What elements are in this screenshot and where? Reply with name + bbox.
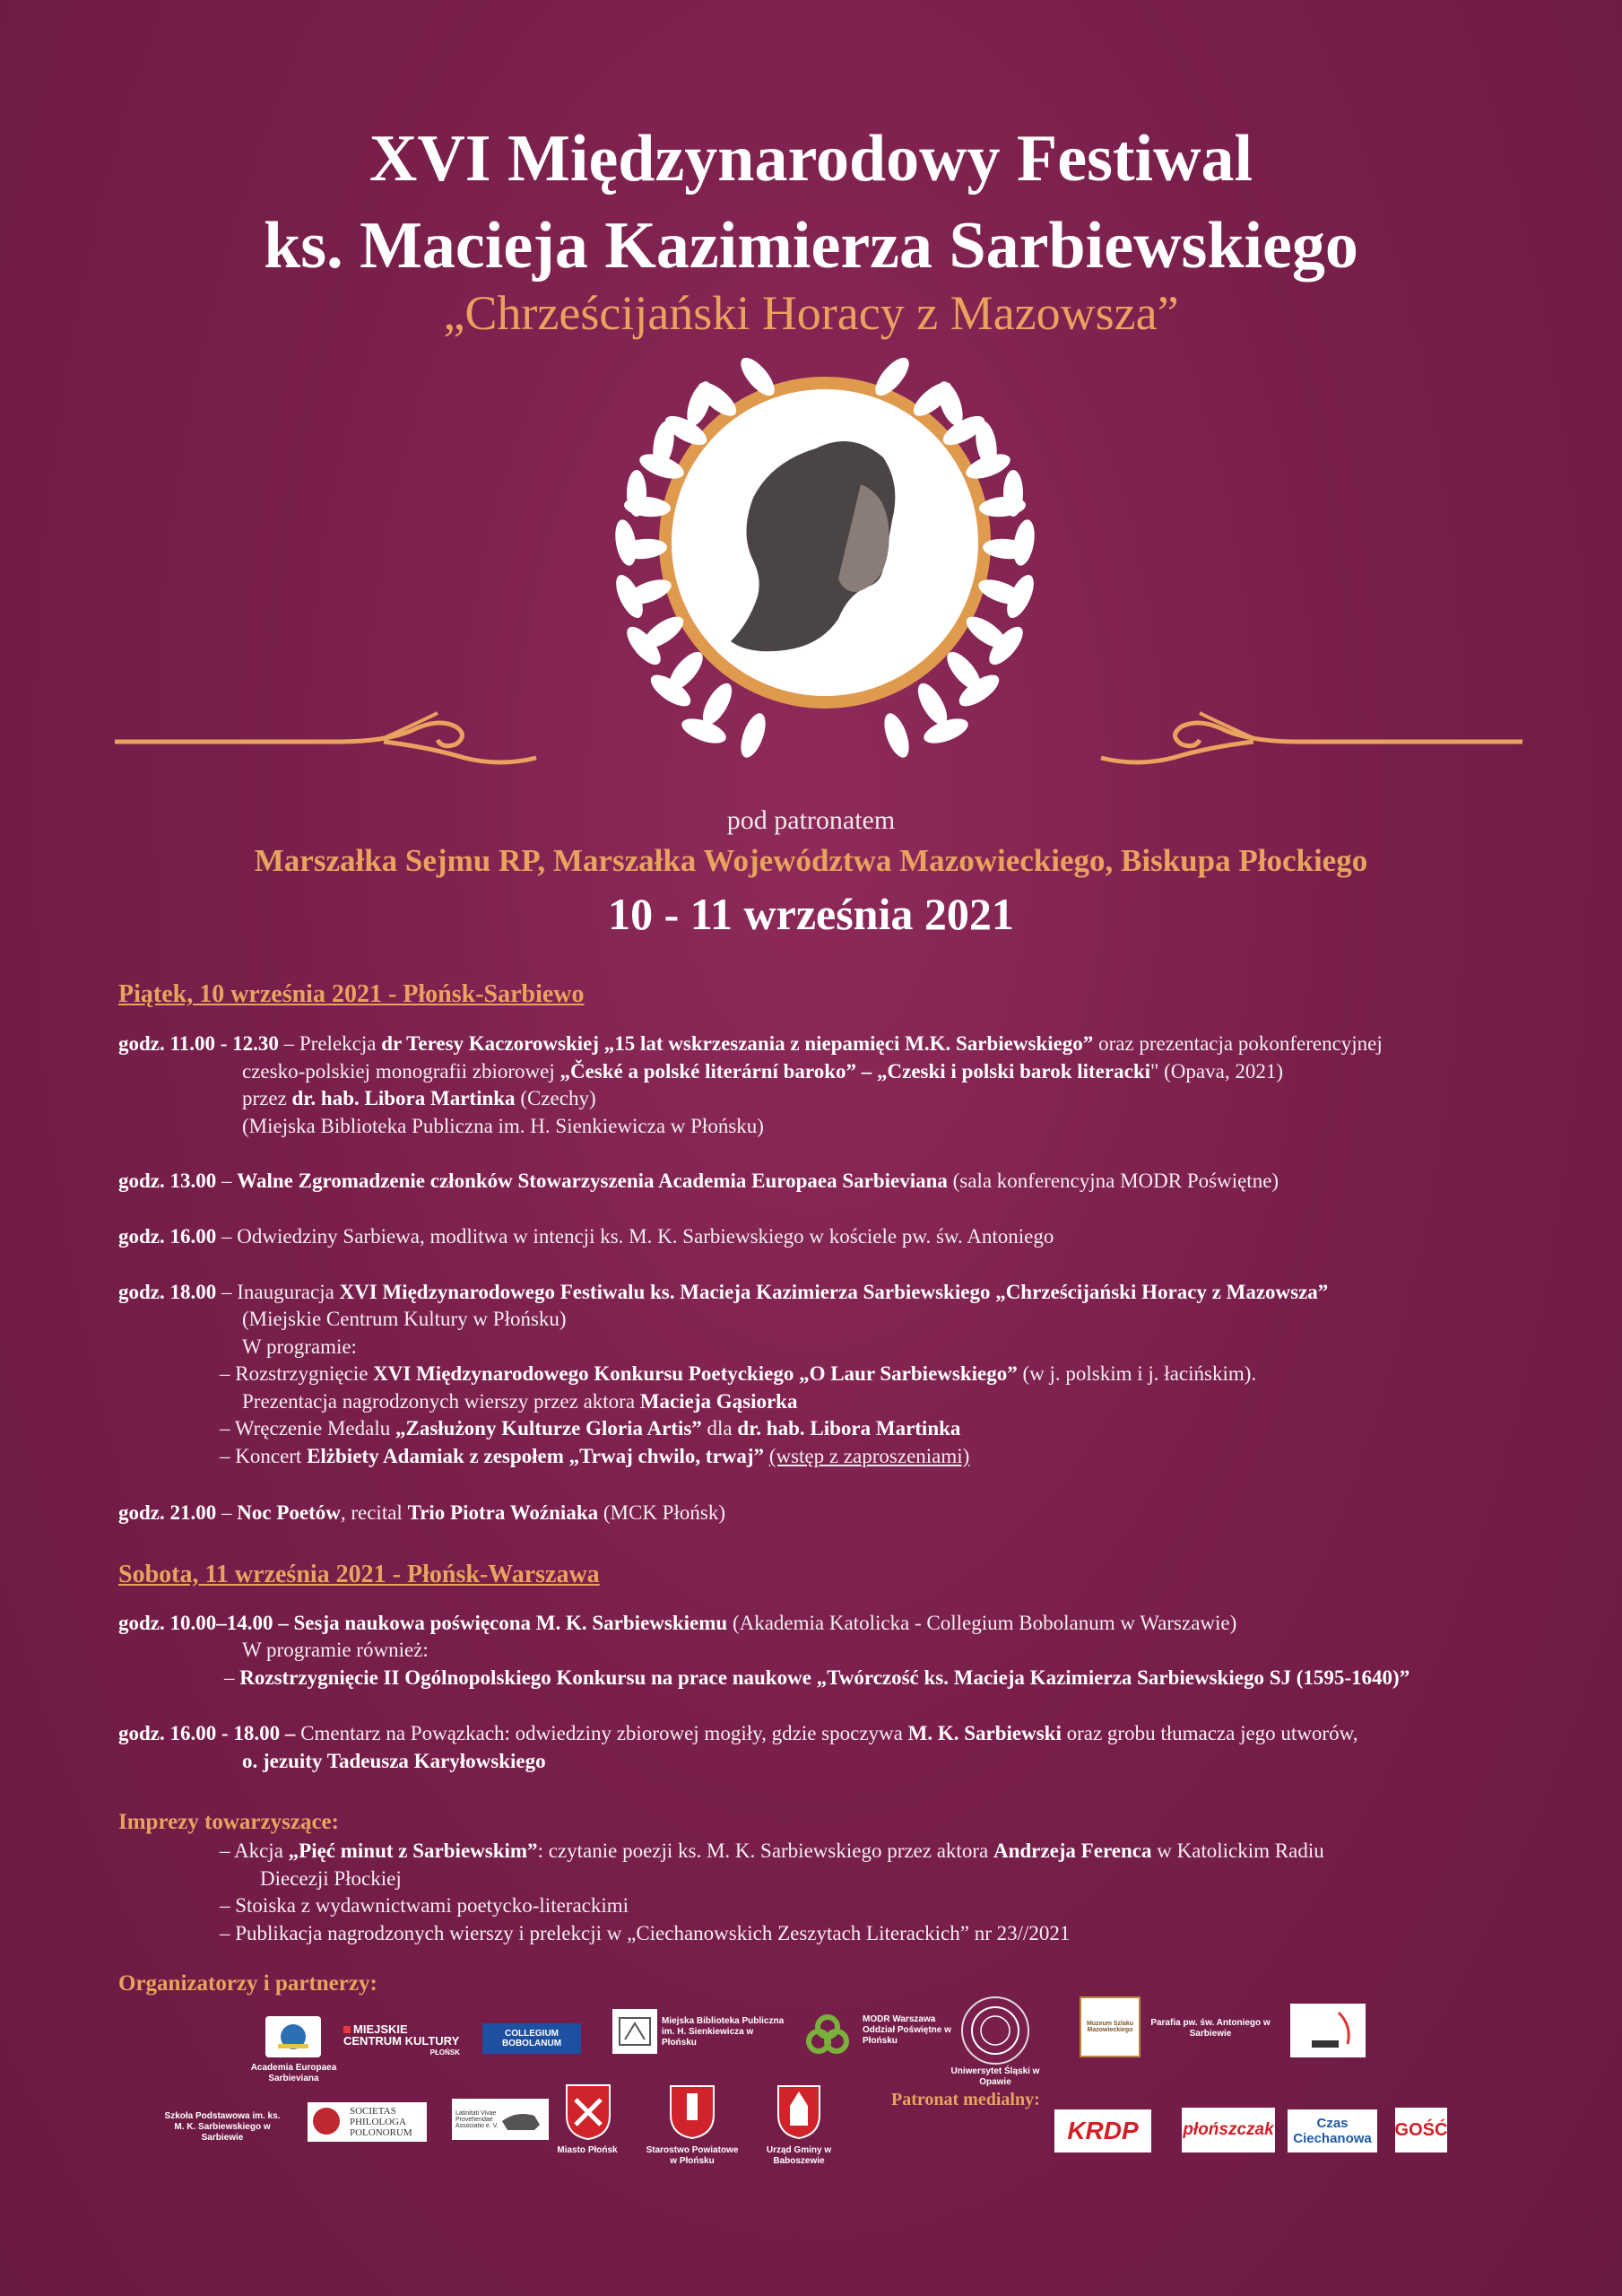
ornament-right-flourish	[1092, 704, 1522, 776]
starostwo-shield-icon	[669, 2084, 716, 2140]
festival-subtitle: „Chrześcijański Horacy z Mazowsza”	[443, 286, 1179, 340]
side-event1-cont: Diecezji Płockiej	[260, 1867, 402, 1890]
ornament-left-flourish	[115, 704, 545, 776]
day1-event4-venue: (Miejskie Centrum Kultury w Płońsku)	[242, 1308, 567, 1330]
mck-red-square-icon	[343, 2026, 351, 2033]
side-events-heading: Imprezy towarzyszące:	[118, 1810, 339, 1834]
day2-event1-line1: godz. 10.00–14.00 – Sesja naukowa poświęcona M. K. Sarbiewskiemu (Akademia Katolicka - Collegium Bobolanum w Warszawie)	[118, 1612, 1237, 1634]
plonszczak-logo: płońszczak	[1182, 2108, 1275, 2152]
plonsk-shield-icon	[565, 2083, 612, 2141]
aes-caption: Academia Europaea Sarbieviana	[250, 2063, 337, 2083]
latinitati-logo: Latinitati Vivae Provehendae Associatio e. V.	[452, 2099, 549, 2140]
day1-event1-line2: czesko-polskiej monografii zbiorowej „České a polské literární baroko” – „Czeski i polski barok literacki" (Opava, 2021)	[242, 1060, 1283, 1083]
szkola-caption: Szkoła Podstawowa im. ks. M. K. Sarbiewskiego w Sarbiewie	[164, 2111, 281, 2143]
mck-logo: MIEJSKIE CENTRUM KULTURY PŁOŃSK	[343, 2022, 460, 2057]
modr-clover-icon	[805, 2013, 850, 2057]
patrons-list: Marszałka Sejmu RP, Marszałka Województwa Mazowieckiego, Biskupa Płockiego	[254, 843, 1368, 878]
day1-program-item3: – Koncert Elżbiety Adamiak z zespołem „Trwaj chwilo, trwaj” (wstęp z zaproszeniami)	[220, 1445, 970, 1467]
day1-program-item1-cont: Prezentacja nagrodzonych wierszy przez aktora Macieja Gąsiorka	[242, 1390, 798, 1413]
festival-title-line2: ks. Macieja Kazimierza Sarbiewskiego	[264, 209, 1358, 283]
day2-event2-line1: godz. 16.00 - 18.00 – Cmentarz na Powązkach: odwiedziny zbiorowej mogiły, gdzie spoczywa M. K. Sarbiewski oraz grobu tłumacza jego utworów,	[118, 1722, 1358, 1744]
mbp-caption: Miejska Biblioteka Publiczna im. H. Sienkiewicza w Płońsku	[662, 2016, 785, 2048]
day1-heading: Piątek, 10 września 2021 - Płońsk-Sarbiewo	[118, 980, 585, 1008]
media-patrons-heading: Patronat medialny:	[891, 2090, 1040, 2109]
plonsk-coat-of-arms	[565, 2083, 612, 2141]
aes-logo	[265, 2016, 321, 2057]
day1-program-item2: – Wręczenie Medalu „Zasłużony Kulturze Gloria Artis” dla dr. hab. Libora Martinka	[220, 1417, 961, 1439]
partners-heading: Organizatorzy i partnerzy:	[118, 1971, 377, 1996]
baboszewo-coat-of-arms	[776, 2084, 821, 2140]
day1-event5: godz. 21.00 – Noc Poetów, recital Trio Piotra Woźniaka (MCK Płońsk)	[118, 1501, 725, 1524]
baboszewo-shield-icon	[776, 2084, 821, 2140]
starostwo-caption: Starostwo Powiatowe w Płońsku	[646, 2145, 739, 2166]
side-event3: – Publikacja nagrodzonych wierszy i prelekcji w „Ciechanowskich Zeszytach Literackich” nr 23//2021	[220, 1922, 1071, 1944]
day1-event3: godz. 16.00 – Odwiedziny Sarbiewa, modlitwa w intencji ks. M. K. Sarbiewskiego w kościele pw. św. Antoniego	[118, 1225, 1054, 1248]
plonsk-caption: Miasto Płońsk	[557, 2145, 618, 2155]
day1-event1-line3: przez dr. hab. Libora Martinka (Czechy)	[242, 1087, 596, 1109]
day2-heading: Sobota, 11 września 2021 - Płońsk-Warszawa	[118, 1561, 600, 1588]
day1-program-item1: – Rozstrzygnięcie XVI Międzynarodowego Konkursu Poetyckiego „O Laur Sarbiewskiego” (w j. polskim i j. łacińskim).	[220, 1362, 1257, 1385]
day2-event1-item: – Rozstrzygnięcie II Ogólnopolskiego Konkursu na prace naukowe „Twórczość ks. Macieja Kazimierza Sarbiewskiego SJ (1595-1640)”	[224, 1666, 1410, 1689]
societas-emblem-icon	[313, 2108, 340, 2135]
parafia-caption: Parafia pw. św. Antoniego w Sarbiewie	[1150, 2018, 1271, 2039]
festival-dates: 10 - 11 września 2021	[608, 889, 1014, 939]
starostwo-coat-of-arms	[669, 2084, 716, 2140]
modr-caption: MODR Warszawa Oddział Poświętne w Płońsku	[863, 2014, 951, 2046]
day1-event4-program-label: W programie:	[242, 1335, 357, 1358]
she-wolf-icon	[499, 2103, 543, 2135]
us-opava-caption: Uniwersytet Śląski w Opawie	[950, 2066, 1040, 2087]
aes-emblem-icon	[271, 2021, 316, 2053]
modr-logo	[805, 2013, 850, 2057]
library-emblem-icon	[616, 2013, 654, 2050]
day2-event1-program-label: W programie również:	[242, 1639, 429, 1661]
laurel-wreath-portrait	[592, 350, 1058, 807]
parafia-emblem-icon	[1294, 2008, 1362, 2053]
baboszewo-caption: Urząd Gminy w Baboszewie	[766, 2145, 832, 2166]
us-opava-logo	[961, 1996, 1029, 2065]
day2-event2-line2: o. jezuity Tadeusza Karyłowskiego	[242, 1750, 546, 1772]
bobolanum-logo: COLLEGIUM BOBOLANUM	[482, 2023, 581, 2054]
university-seal-icon	[968, 2004, 1022, 2057]
krdp-logo: KRDP	[1054, 2109, 1151, 2152]
societas-logo: SOCIETAS PHILOLOGA POLONORUM	[308, 2102, 427, 2142]
gosc-logo: GOŚĆ	[1395, 2108, 1447, 2152]
day1-event1-line4: (Miejska Biblioteka Publiczna im. H. Sienkiewicza w Płońsku)	[242, 1115, 764, 1137]
day1-event2: godz. 13.00 – Walne Zgromadzenie członków Stowarzyszenia Academia Europaea Sarbieviana (sala konferencyjna MODR Poświętne)	[118, 1170, 1279, 1192]
mbp-logo	[612, 2009, 657, 2054]
muzeum-logo: Muzeum Szlaku Mazowieckiego	[1080, 1996, 1141, 2057]
day1-event4-line1: godz. 18.00 – Inauguracja XVI Międzynarodowego Festiwalu ks. Macieja Kazimierza Sarbiewskiego „Chrześcijański Horacy z Mazowsza”	[118, 1281, 1329, 1303]
side-event2: – Stoiska z wydawnictwami poetycko-literackimi	[220, 1894, 629, 1917]
day1-event1-line1: godz. 11.00 - 12.30 – Prelekcja dr Teresy Kaczorowskiej „15 lat wskrzeszania z niepamięci M.K. Sarbiewskiego” oraz prezentacja pokonferencyjnej	[118, 1032, 1383, 1055]
czas-ciechanowa-logo: Czas Ciechanowa	[1288, 2109, 1377, 2152]
side-event1: – Akcja „Pięć minut z Sarbiewskim”: czytanie poezji ks. M. K. Sarbiewskiego przez aktora Andrzeja Ferenca w Katolickim Radiu	[220, 1839, 1324, 1862]
festival-title-line1: XVI Międzynarodowy Festiwal	[369, 122, 1253, 196]
parafia-logo	[1290, 2004, 1366, 2057]
patronage-intro: pod patronatem	[726, 805, 896, 835]
